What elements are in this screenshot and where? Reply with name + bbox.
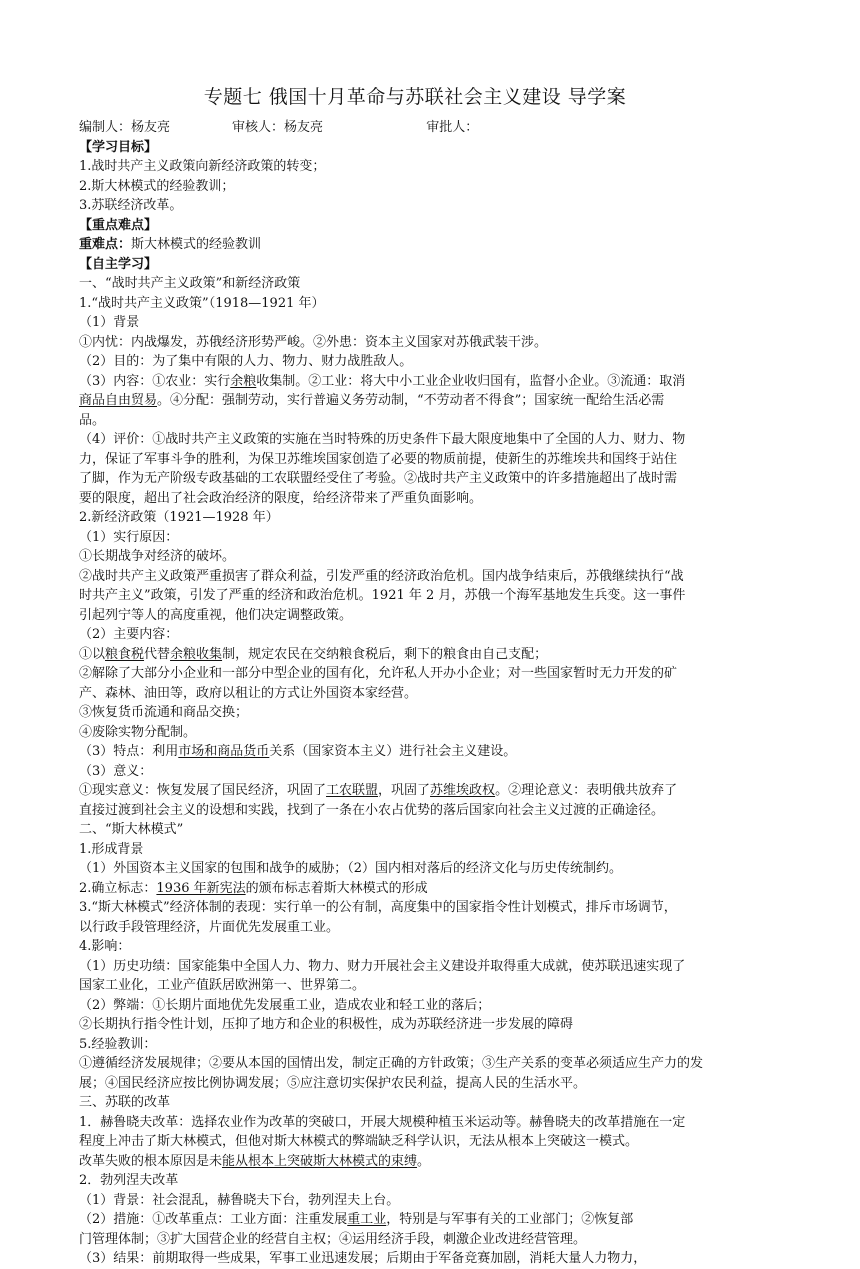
text-span: ①遵循经济发展规律；②要从本国的国情出发，制定正确的方针政策；③生产关系的变革必须适应生产力的发 — [79, 1056, 704, 1071]
text-line — [79, 196, 791, 216]
text-span: ④废除实物分配制。 — [79, 724, 197, 740]
text-line — [79, 1152, 791, 1172]
text-span: ①现实意义：恢复发展了国民经济，巩固了 — [79, 783, 327, 798]
text-span: 一、“战时共产主义政策”和新经济政策 — [79, 276, 301, 291]
underlined-keyword: 粮食税 — [105, 646, 145, 662]
text-line — [79, 957, 791, 977]
text-line — [79, 411, 791, 431]
text-span: ①长期战争对经济的破坏。 — [79, 549, 236, 564]
text-span: 时共产主义”政策，引发了严重的经济和政治危机。1921 年 2 月，苏俄一个海军基地发生兵变。这一事件 — [79, 588, 686, 603]
document-page — [79, 84, 791, 1269]
text-span: 代替 — [144, 646, 171, 662]
text-line — [79, 177, 791, 197]
text-span: 。 — [417, 1153, 431, 1169]
text-line — [79, 1132, 791, 1152]
text-span: （4）评价：①战时共产主义政策的实施在当时特殊的历史条件下最大限度地集中了全国的人力、财力、物 — [79, 432, 686, 447]
text-line — [79, 762, 791, 782]
text-line — [79, 489, 791, 509]
text-span: 直接过渡到社会主义的设想和实践，找到了一条在小农占优势的落后国家向社会主义过渡的正确途径。 — [79, 802, 665, 818]
text-line — [79, 157, 791, 177]
text-span: 2.斯大林模式的经验教训； — [79, 178, 235, 194]
underlined-keyword: 苏维埃政权 — [430, 783, 496, 798]
underlined-keyword: 能从根本上突破斯大林模式的束缚 — [222, 1153, 418, 1169]
text-span: （1）背景：社会混乱，赫鲁晓夫下台，勃列涅夫上台。 — [79, 1192, 400, 1208]
text-span: ③恢复货币流通和商品交换； — [79, 705, 249, 720]
text-line — [79, 391, 791, 411]
text-line — [79, 313, 791, 333]
text-span: 1．赫鲁晓夫改革：选择农业作为改革的突破口，开展大规模种植玉米运动等。赫鲁晓夫的改革措施在一定 — [79, 1114, 686, 1130]
text-line — [79, 898, 791, 918]
text-span: 二、“斯大林模式” — [79, 822, 184, 837]
text-span: 的颁布标志着斯大林模式的形成 — [245, 880, 428, 896]
text-line — [79, 664, 791, 684]
text-span: 2．勃列涅夫改革 — [79, 1173, 179, 1188]
text-line — [79, 274, 791, 294]
text-span: ，巩固了 — [378, 783, 431, 798]
text-line — [79, 606, 791, 626]
text-line — [79, 1054, 791, 1074]
text-span: 关系（国家资本主义）进行社会主义建设。 — [269, 744, 517, 759]
section-heading — [79, 255, 791, 275]
text-line — [79, 781, 791, 801]
text-span: 了脚，作为无产阶级专政基础的工农联盟经受住了考验。②战时共产主义政策中的许多措施超出了战时需 — [79, 471, 678, 486]
text-span: （3）结果：前期取得一些成果，军事工业迅速发展；后期由于军备竞赛加剧，消耗大量人力物力， — [79, 1251, 647, 1266]
text-line — [79, 469, 791, 489]
text-span: 【自主学习】 — [79, 256, 158, 272]
text-span: 4.影响： — [79, 939, 131, 954]
text-span: ，特别是与军事有关的工业部门；②恢复部 — [386, 1212, 634, 1227]
text-line — [79, 918, 791, 938]
text-line — [79, 586, 791, 606]
text-line — [79, 723, 791, 743]
text-span: 国家工业化，工业产值跃居欧洲第一、世界第二。 — [79, 978, 366, 993]
text-span: 收集制。②工业：将大中小工业企业收归国有，监督小企业。③流通：取消 — [256, 373, 686, 389]
text-span: 2.确立标志： — [79, 880, 157, 896]
text-line — [79, 742, 791, 762]
text-span: 1.形成背景 — [79, 841, 144, 857]
underlined-keyword: 余粮收集 — [170, 646, 223, 662]
text-span: 展；④国民经济应按比例协调发展；⑤应注意切实保护农民利益，提高人民的生活水平。 — [79, 1075, 587, 1091]
document-title: 专题七 俄国十月革命与苏联社会主义建设 导学案 — [203, 86, 627, 108]
text-line — [79, 235, 791, 255]
text-span: 3.“斯大林模式”经济体制的表现：实行单一的公有制，高度集中的国家指令性计划模式，排斥市场调节， — [79, 900, 677, 915]
underlined-keyword: 市场和商品货币 — [178, 744, 270, 759]
text-line — [79, 372, 791, 392]
text-line — [79, 1035, 791, 1055]
text-span: 品。 — [79, 412, 106, 428]
underlined-keyword: 商品自由贸易 — [79, 393, 158, 408]
text-span: 3.苏联经济改革。 — [79, 198, 183, 213]
text-span: 重难点： — [79, 237, 132, 252]
text-span: 。④分配：强制劳动，实行普遍义务劳动制，“不劳动者不得食”；国家统一配给生活必需 — [157, 393, 665, 408]
text-span: 斯大林模式的经验教训 — [131, 237, 262, 252]
text-line — [79, 703, 791, 723]
text-line — [79, 352, 791, 372]
text-span: 产、森林、油田等，政府以租让的方式让外国资本家经营。 — [79, 685, 418, 701]
text-line — [79, 508, 791, 528]
text-line — [79, 996, 791, 1016]
text-span: ①以 — [79, 646, 106, 662]
author-info-line: 编制人：杨友亮 审核人：杨友亮 审批人： — [79, 120, 479, 135]
text-line — [79, 567, 791, 587]
text-line — [79, 294, 791, 314]
text-span: 1.“战时共产主义政策”（1918—1921 年） — [79, 295, 325, 311]
text-span: ②解除了大部分小企业和一部分中型企业的国有化，允许私人开办小企业；对一些国家暂时无力开发的矿 — [79, 666, 678, 681]
text-span: 引起列宁等人的高度重视，他们决定调整政策。 — [79, 607, 353, 623]
underlined-keyword: 工农联盟 — [326, 783, 379, 798]
text-span: 【重点难点】 — [79, 217, 158, 233]
text-line — [79, 859, 791, 879]
section-heading — [79, 216, 791, 236]
text-span: 改革失败的根本原因是未 — [79, 1153, 223, 1169]
text-span: 三、苏联的改革 — [79, 1095, 171, 1110]
text-line — [79, 1210, 791, 1230]
text-span: （2）目的：为了集中有限的人力、物力、财力战胜敌人。 — [79, 354, 413, 369]
text-span: （2）主要内容： — [79, 627, 179, 642]
text-span: 5.经验教训： — [79, 1036, 157, 1052]
text-span: 制，规定农民在交纳粮食税后，剩下的粮食由自己支配； — [222, 646, 548, 662]
text-line — [79, 528, 791, 548]
underlined-keyword: 余粮 — [230, 373, 257, 389]
underlined-keyword: 重工业 — [347, 1212, 387, 1227]
text-span: （2）措施：①改革重点：工业方面：注重发展 — [79, 1212, 348, 1227]
text-span: 【学习目标】 — [79, 139, 158, 155]
text-line — [79, 976, 791, 996]
text-span: （3）特点：利用 — [79, 744, 179, 759]
text-span: ②战时共产主义政策严重损害了群众利益，引发严重的经济政治危机。国内战争结束后，苏俄继续执行“战 — [79, 568, 684, 584]
text-span: 2.新经济政策（1921—1928 年） — [79, 510, 279, 525]
underlined-keyword: 1936 年新宪法 — [156, 880, 246, 896]
text-line — [79, 1093, 791, 1113]
text-span: 门管理体制；③扩大国营企业的经营自主权；④运用经济手段，刺激企业改进经营管理。 — [79, 1231, 587, 1247]
text-line — [79, 1230, 791, 1250]
text-line — [79, 820, 791, 840]
text-line — [79, 801, 791, 821]
text-span: （3）意义： — [79, 763, 153, 779]
text-line — [79, 1015, 791, 1035]
text-span: （2）弊端：①长期片面地优先发展重工业，造成农业和轻工业的落后； — [79, 997, 491, 1013]
text-span: （3）内容：①农业：实行 — [79, 373, 231, 389]
text-span: ②长期执行指令性计划，压抑了地方和企业的积极性，成为苏联经济进一步发展的障碍 — [79, 1017, 574, 1032]
text-line — [79, 1074, 791, 1094]
text-span: ①内忧：内战爆发，苏俄经济形势严峻。②外患：资本主义国家对苏俄武装干涉。 — [79, 334, 548, 350]
text-line — [79, 1113, 791, 1133]
text-line — [79, 333, 791, 353]
text-line — [79, 1171, 791, 1191]
text-span: （1）背景 — [79, 315, 140, 330]
document-body — [79, 138, 791, 1269]
text-line — [79, 1249, 791, 1269]
text-span: 力，保证了军事斗争的胜利，为保卫苏维埃国家创造了必要的物质前提，使新生的苏维埃共和国终于站住 — [79, 451, 678, 467]
text-span: （1）实行原因： — [79, 529, 179, 545]
text-line — [79, 450, 791, 470]
text-line — [79, 684, 791, 704]
text-line — [79, 547, 791, 567]
text-line — [79, 645, 791, 665]
text-line — [79, 937, 791, 957]
text-line — [79, 1191, 791, 1211]
text-span: 。②理论意义：表明俄共放弃了 — [495, 783, 678, 798]
text-line — [79, 430, 791, 450]
text-line — [79, 625, 791, 645]
text-span: 1.战时共产主义政策向新经济政策的转变； — [79, 159, 326, 174]
text-span: （1）外国资本主义国家的包围和战争的威胁；（2）国内相对落后的经济文化与历史传统制约。 — [79, 861, 623, 876]
text-span: 程度上冲击了斯大林模式，但他对斯大林模式的弊端缺乏科学认识，无法从根本上突破这一模式。 — [79, 1134, 639, 1149]
text-span: 要的限度，超出了社会政治经济的限度，给经济带来了严重负面影响。 — [79, 490, 483, 506]
text-span: （1）历史功绩：国家能集中全国人力、物力、财力开展社会主义建设并取得重大成就，使苏联迅速实现了 — [79, 958, 686, 974]
text-span: 以行政手段管理经济，片面优先发展重工业。 — [79, 919, 340, 935]
text-line — [79, 879, 791, 899]
text-line — [79, 840, 791, 860]
section-heading — [79, 138, 791, 158]
